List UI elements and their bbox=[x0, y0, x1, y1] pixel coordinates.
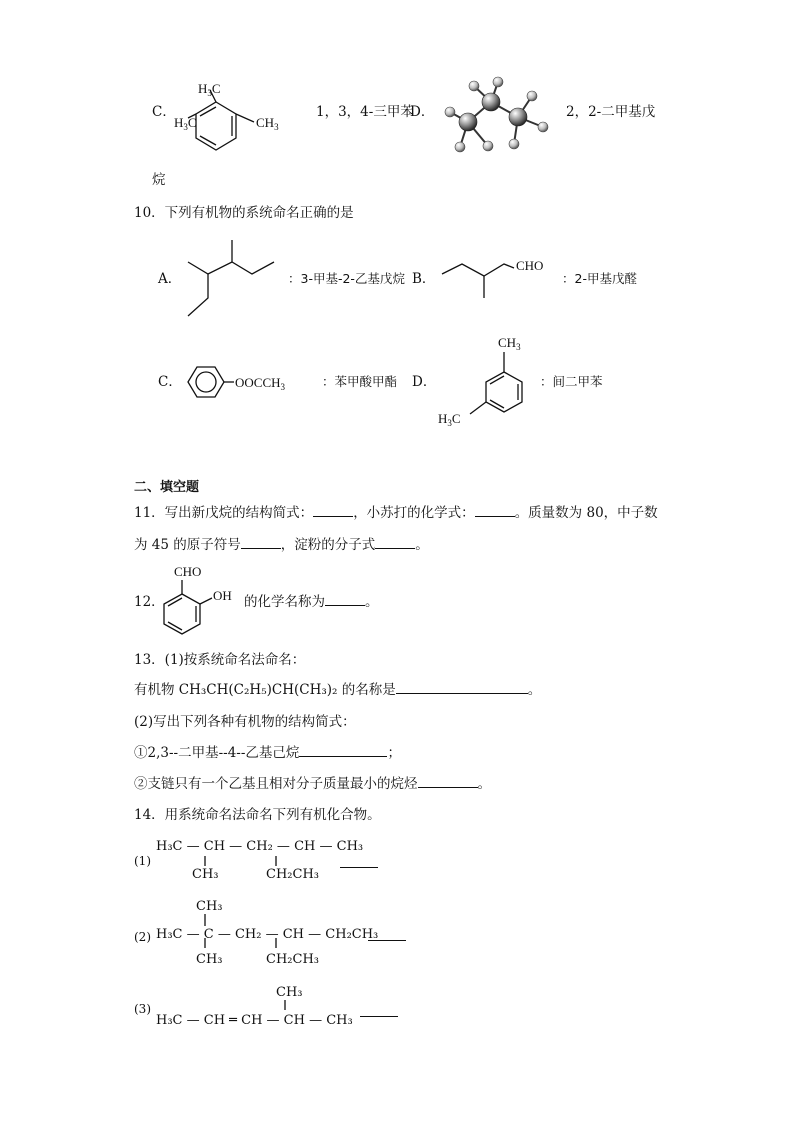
q10-c-label: ：苯甲酸甲酯 bbox=[322, 374, 398, 389]
q14-s1-b1: CH₃ bbox=[192, 867, 219, 882]
q12-cho: CHO bbox=[174, 564, 202, 579]
q11-line2 bbox=[134, 536, 429, 554]
q10d-left: $H_3C$ bbox=[438, 411, 461, 428]
q10-a-label: ：3-甲基-2-乙基戊烷 bbox=[288, 271, 405, 286]
q10-b-letter: B． bbox=[412, 271, 436, 287]
q10-a-letter: A． bbox=[158, 271, 182, 287]
q11-blank-4[interactable] bbox=[375, 536, 415, 549]
q13-l3: (2)写出下列各种有机物的结构简式： bbox=[134, 714, 356, 730]
q12-structure bbox=[158, 562, 248, 638]
q11-blank-3[interactable] bbox=[241, 536, 281, 549]
q14-s2-b1: CH₃ bbox=[196, 952, 223, 967]
q13-text-d: ； bbox=[387, 745, 401, 761]
q10-d-structure bbox=[436, 334, 546, 434]
q11-text-c: 。质量数为 80，中子数 bbox=[514, 505, 658, 521]
q11-text-d: 为 45 的原子符号 bbox=[134, 537, 241, 553]
q10-c-letter: C． bbox=[158, 374, 182, 390]
q10d-top: $CH_3$ bbox=[498, 335, 521, 352]
q14-blank-3[interactable] bbox=[360, 1004, 398, 1017]
q14-s1-main: H₃C — CH — CH₂ — CH — CH₃ bbox=[156, 839, 364, 854]
q14-blank-1[interactable] bbox=[340, 855, 378, 868]
q9-d-label-cont: 烷 bbox=[152, 172, 166, 188]
q9-d-label: 2，2-二甲基戊 bbox=[566, 104, 656, 120]
q10-a-skeleton bbox=[180, 236, 290, 320]
q9-d-letter: D． bbox=[410, 104, 435, 120]
q13-l2 bbox=[134, 681, 541, 699]
q14-s3-main: H₃C — CH ═ CH — CH — CH₃ bbox=[156, 1013, 353, 1028]
q13-text-b: 。 bbox=[527, 682, 542, 698]
q13-text-c: ①2,3--二甲基--4--乙基己烷 bbox=[134, 745, 300, 761]
q12-end: 。 bbox=[365, 594, 379, 610]
q12-text: 的化学名称为 bbox=[244, 594, 325, 610]
q9-c-structure bbox=[170, 78, 310, 158]
q12-line bbox=[244, 593, 379, 611]
q13-text-e: ②支链只有一个乙基且相对分子质量最小的烷烃 bbox=[134, 776, 418, 792]
q10-b-label: ：2-甲基戊醛 bbox=[562, 271, 637, 286]
q14-n1: (1) bbox=[134, 854, 151, 868]
q13-text-a: 有机物 CH₃CH(C₂H₅)CH(CH₃)₂ 的名称是 bbox=[134, 682, 396, 698]
q14-n2: (2) bbox=[134, 930, 151, 944]
q13-text-f: 。 bbox=[477, 776, 491, 792]
q11-text-b: ，小苏打的化学式： bbox=[353, 505, 475, 521]
q11-text-f: 。 bbox=[415, 537, 429, 553]
q9-c-letter: C． bbox=[152, 104, 176, 120]
q10-c-structure bbox=[184, 362, 324, 402]
q11-blank-2[interactable] bbox=[475, 504, 515, 517]
q13-blank-1[interactable] bbox=[396, 681, 528, 694]
q14-s3-top: CH₃ bbox=[276, 985, 303, 1000]
q14-s2-top: CH₃ bbox=[196, 899, 223, 914]
q14-blank-2[interactable] bbox=[368, 928, 406, 941]
q12-blank[interactable] bbox=[325, 593, 365, 606]
q11-text-a: 11．写出新戊烷的结构简式： bbox=[134, 505, 314, 521]
q14-s2-b2: CH₂CH₃ bbox=[266, 952, 319, 967]
q10c-group: $OOCCH_3$ bbox=[235, 375, 286, 392]
q13-blank-2[interactable] bbox=[299, 744, 387, 757]
q14-s2-main: H₃C — C — CH₂ — CH — CH₂CH₃ bbox=[156, 927, 379, 942]
q9c-top-h: $H_3C$ bbox=[198, 81, 221, 98]
q12-oh: OH bbox=[213, 588, 232, 603]
q13-l5 bbox=[134, 775, 491, 793]
q9-d-ball-model bbox=[438, 72, 558, 162]
q13-l4 bbox=[134, 744, 401, 762]
q14-n3: (3) bbox=[134, 1002, 151, 1016]
q10-d-label: ：间二甲苯 bbox=[540, 374, 603, 389]
q11-line1 bbox=[134, 504, 658, 522]
q9-c-label: 1，3，4-三甲苯 bbox=[316, 104, 414, 120]
section-title: 二、填空题 bbox=[134, 480, 200, 495]
q13-blank-3[interactable] bbox=[418, 775, 478, 788]
q10-d-letter: D． bbox=[412, 374, 437, 390]
q12-num: 12． bbox=[134, 594, 165, 610]
q13-l1: 13．(1)按系统命名法命名： bbox=[134, 652, 306, 668]
q10-b-skeleton bbox=[436, 252, 556, 302]
q9c-left-h: $H_3C$ bbox=[174, 115, 197, 132]
q10-question: 10．下列有机物的系统命名正确的是 bbox=[134, 205, 354, 221]
q11-blank-1[interactable] bbox=[313, 504, 353, 517]
q10b-cho: CHO bbox=[516, 258, 544, 273]
q9c-right-ch3: $CH_3$ bbox=[256, 115, 279, 132]
q11-text-e: ，淀粉的分子式 bbox=[280, 537, 376, 553]
q14-title: 14．用系统命名法命名下列有机化合物。 bbox=[134, 807, 381, 823]
q14-s1-b2: CH₂CH₃ bbox=[266, 867, 319, 882]
